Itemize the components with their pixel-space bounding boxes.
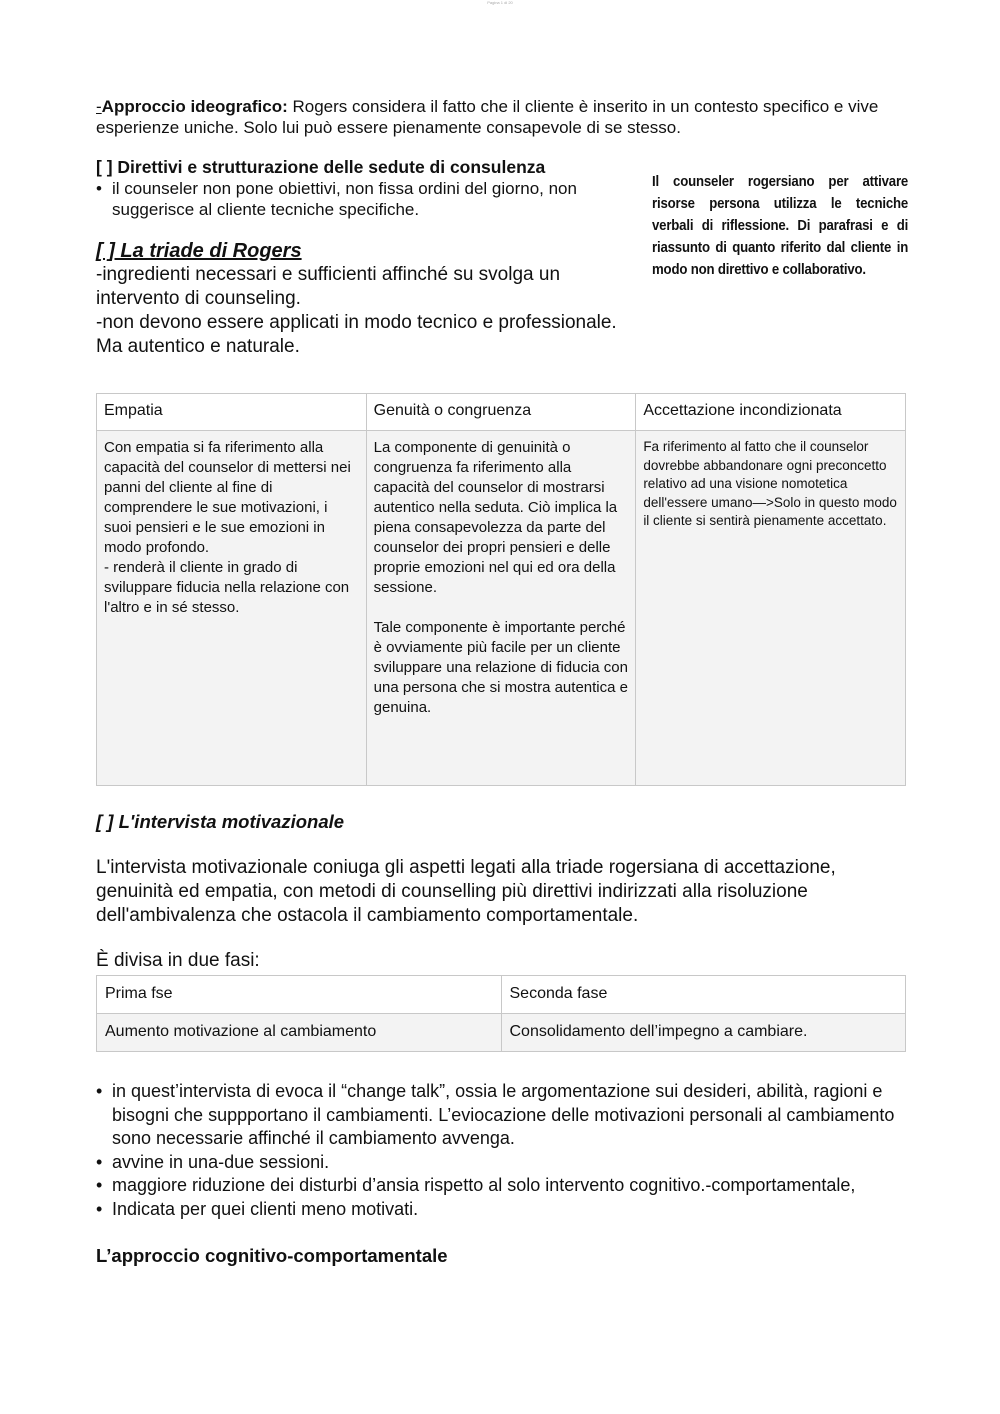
intervista-bullet-list bbox=[96, 1080, 906, 1221]
cell-accettazione bbox=[636, 431, 906, 786]
header-empatia: Empatia bbox=[97, 394, 367, 431]
genuinita-text-1: La componente di genuinità o congruenza fa riferimento alla capacità del counselor di mostrarsi autentico nella seduta. Ciò implica la piena consapevolezza da parte del counselor dei propri pensieri e delle proprie emozioni nel qui ed ora della sessione. bbox=[373, 439, 618, 596]
list-item bbox=[96, 1080, 906, 1151]
triade-table bbox=[96, 393, 906, 786]
document-page bbox=[96, 96, 909, 1267]
header-accettazione: Accettazione incondizionata bbox=[636, 394, 906, 431]
bullet-icon: • bbox=[96, 1081, 103, 1101]
list-item-text: in quest’intervista di evoca il “change talk”, ossia le argomentazione sui desideri, abilità, ragioni e bisogni che suppportano il cambiamenti. L’eviocazione delle motivazioni personali al cambiamento sono necessarie affinché il cambiamento avvenga. bbox=[112, 1081, 895, 1148]
cell-genuinita bbox=[366, 431, 636, 786]
bullet-icon: • bbox=[96, 179, 102, 198]
triade-title: [ ] La triade di Rogers bbox=[96, 240, 302, 262]
direttivi-heading: [ ] Direttivi e strutturazione delle sedute di consulenza bbox=[96, 157, 546, 177]
direttivi-bullet bbox=[96, 178, 636, 220]
bullet-icon: • bbox=[96, 1175, 103, 1195]
list-item bbox=[96, 1198, 906, 1222]
empatia-text: Con empatia si fa riferimento alla capacità del counselor di mettersi nei panni del cliente al fine di comprendere le sue motivazioni, i suoi pensieri e le sue emozioni in modo profondo. bbox=[104, 439, 351, 556]
triade-table-body-row bbox=[97, 431, 906, 786]
accettazione-text: Fa riferimento al fatto che il counselor dovrebbe abbandonare ogni preconcetto relativo ad una visione nomotetica dell'essere umano—>Solo in questo modo il cliente si sentirà pienamente accettato. bbox=[643, 439, 897, 529]
bullet-icon: • bbox=[96, 1151, 103, 1172]
fasi-table bbox=[96, 975, 906, 1052]
intervista-title: [ ] L'intervista motivazionale bbox=[96, 811, 345, 832]
intervista-paragraph: L'intervista motivazionale coniuga gli aspetti legati alla triade rogersiana di accettazione, genuinità ed empatia, con metodi di counselling più direttivi indirizzati alla risoluzione dell'ambivalenza che ostacola il cambiamento comportamentale. bbox=[96, 857, 836, 926]
page-header-mark: Pagina 1 di 20 bbox=[487, 0, 513, 5]
intervista-divisa: È divisa in due fasi: bbox=[96, 950, 260, 971]
list-item-text: Indicata per quei clienti meno motivati. bbox=[112, 1198, 419, 1219]
genuinita-text-2: Tale componente è importante perché è ovviamente più facile per un cliente sviluppare una relazione di fiducia con una persona che si mostra autentica e genuina. bbox=[373, 619, 628, 716]
triade-table-header-row bbox=[97, 394, 906, 431]
side-note: Il counseler rogersiano per attivare risorse persona utilizza le tecniche verbali di riflessione. Di parafrasi e di riassunto di quanto riferito dal cliente in modo non direttivo e collaborativo. bbox=[652, 173, 909, 278]
fasi-table-header-row bbox=[97, 976, 906, 1014]
two-column-block bbox=[96, 157, 909, 369]
header-prima-fase: Prima fse bbox=[97, 976, 502, 1014]
triade-line-1: -ingredienti necessari e sufficienti affinché su svolga un intervento di counseling. bbox=[96, 264, 561, 309]
intro-label: Approccio ideografico: bbox=[101, 97, 288, 116]
empatia-text-2: - renderà il cliente in grado di sviluppare fiducia nella relazione con l'altro e in sé stesso. bbox=[104, 559, 350, 616]
header-genuinita: Genuità o congruenza bbox=[366, 394, 636, 431]
bullet-icon: • bbox=[96, 1198, 103, 1219]
intro-paragraph bbox=[96, 96, 906, 138]
list-item bbox=[96, 1174, 906, 1198]
cell-empatia bbox=[97, 431, 367, 786]
triade-line-2: -non devono essere applicati in modo tecnico e professionale. Ma autentico e naturale. bbox=[96, 312, 617, 357]
list-item bbox=[96, 1151, 906, 1175]
intro-dash: - bbox=[96, 97, 102, 116]
list-item-text: maggiore riduzione dei disturbi d’ansia rispetto al solo intervento cognitivo.-comportamentale, bbox=[112, 1175, 856, 1195]
list-item-text: avvine in una-due sessioni. bbox=[112, 1151, 330, 1172]
cell-seconda-fase: Consolidamento dell’impegno a cambiare. bbox=[501, 1014, 906, 1052]
fasi-table-body-row bbox=[97, 1014, 906, 1052]
left-column bbox=[96, 157, 636, 359]
next-section-title: L’approccio cognitivo-comportamentale bbox=[96, 1245, 448, 1266]
header-seconda-fase: Seconda fase bbox=[501, 976, 906, 1014]
cell-prima-fase: Aumento motivazione al cambiamento bbox=[97, 1014, 502, 1052]
direttivi-bullet-text: il counseler non pone obiettivi, non fissa ordini del giorno, non suggerisce al cliente tecniche specifiche. bbox=[112, 179, 577, 219]
intro-text: Rogers considera il fatto che il cliente è inserito in un contesto specifico e vive esperienze uniche. Solo lui può essere pienamente consapevole di se stesso. bbox=[96, 97, 879, 137]
